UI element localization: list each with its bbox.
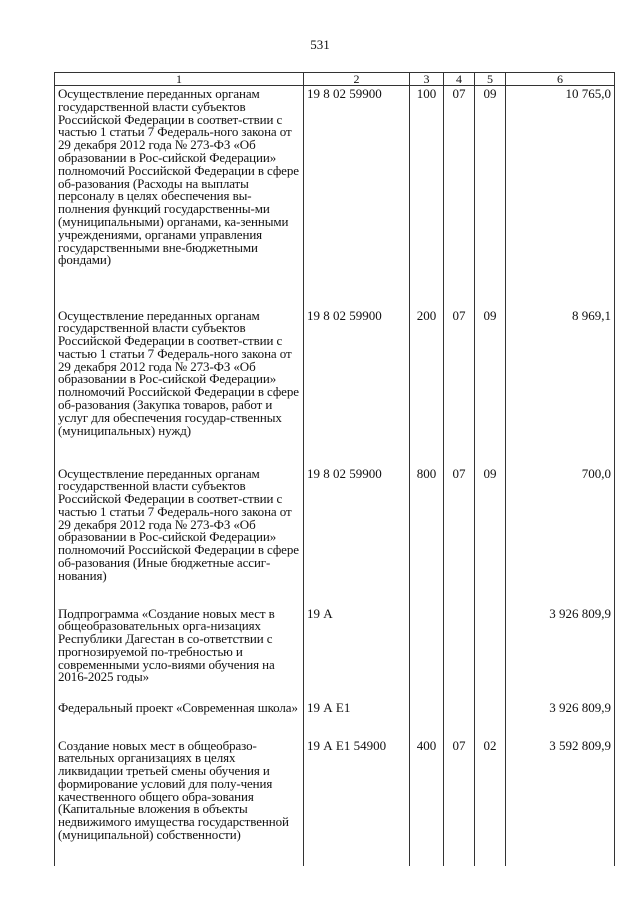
column-header-3: 3 [410, 73, 444, 86]
row-col4 [444, 606, 475, 700]
row-code: 19 8 02 59900 [304, 86, 410, 308]
row-code: 19 А [304, 606, 410, 700]
row-description: Подпрограмма «Создание новых мест в общеобразовательных орга-низациях Республики Дагестан в со-ответствии с прогнозируемой по-требностью и современными усло-виями обучения на 2016-2025 годы» [55, 606, 304, 700]
row-amount: 3 592 809,9 [506, 738, 615, 866]
row-amount: 3 926 809,9 [506, 700, 615, 738]
table-row [55, 308, 615, 466]
row-col5: 02 [475, 738, 506, 866]
row-col4: 07 [444, 466, 475, 606]
row-col4: 07 [444, 86, 475, 308]
row-col3 [410, 700, 444, 738]
page-number: 531 [310, 37, 330, 52]
row-code: 19 А Е1 [304, 700, 410, 738]
column-header-4: 4 [444, 73, 475, 86]
column-header-6: 6 [506, 73, 615, 86]
column-header-1: 1 [55, 73, 304, 86]
row-description: Создание новых мест в общеобразо-вательных организациях в целях ликвидации третьей смены обучения и формирование условий для полу-чения качественного общего обра-зования (Капитальные вложения в объекты недвижимого имущества государственной (муниципальной) собственности) [55, 738, 304, 866]
table-row [55, 86, 615, 308]
row-col4: 07 [444, 308, 475, 466]
row-col3: 200 [410, 308, 444, 466]
row-col5 [475, 606, 506, 700]
row-col5: 09 [475, 86, 506, 308]
table-header-row [55, 73, 615, 86]
row-code: 19 8 02 59900 [304, 308, 410, 466]
row-code: 19 А Е1 54900 [304, 738, 410, 866]
table-row [55, 700, 615, 738]
budget-table [54, 72, 615, 866]
row-amount: 700,0 [506, 466, 615, 606]
row-col4 [444, 700, 475, 738]
row-col5: 09 [475, 308, 506, 466]
row-col3 [410, 606, 444, 700]
row-col3: 400 [410, 738, 444, 866]
table-row [55, 466, 615, 606]
row-description: Осуществление переданных органам государственной власти субъектов Российской Федерации в соответ-ствии с частью 1 статьи 7 Федераль-ного закона от 29 декабря 2012 года № 273-ФЗ «Об образовании в Рос-сийской Федерации» полномочий Российской Федерации в сфере об-разования (Расходы на выплаты персоналу в целях обеспечения вы-полнения функций государственны-ми (муниципальными) органами, ка-зенными учреждениями, органами управления государственными вне-бюджетными фондами) [55, 86, 304, 308]
row-description: Осуществление переданных органам государственной власти субъектов Российской Федерации в соответ-ствии с частью 1 статьи 7 Федераль-ного закона от 29 декабря 2012 года № 273-ФЗ «Об образовании в Рос-сийской Федерации» полномочий Российской Федерации в сфере об-разования (Закупка товаров, работ и услуг для обеспечения государ-ственных (муниципальных) нужд) [55, 308, 304, 466]
row-col4: 07 [444, 738, 475, 866]
row-description: Федеральный проект «Современная школа» [55, 700, 304, 738]
row-amount: 10 765,0 [506, 86, 615, 308]
row-col5 [475, 700, 506, 738]
row-col3: 800 [410, 466, 444, 606]
column-header-2: 2 [304, 73, 410, 86]
table-row [55, 738, 615, 866]
row-amount: 3 926 809,9 [506, 606, 615, 700]
row-amount: 8 969,1 [506, 308, 615, 466]
column-header-5: 5 [475, 73, 506, 86]
row-description: Осуществление переданных органам государственной власти субъектов Российской Федерации в соответ-ствии с частью 1 статьи 7 Федераль-ного закона от 29 декабря 2012 года № 273-ФЗ «Об образовании в Рос-сийской Федерации» полномочий Российской Федерации в сфере об-разования (Иные бюджетные ассиг-нования) [55, 466, 304, 606]
table-row [55, 606, 615, 700]
row-col5: 09 [475, 466, 506, 606]
row-code: 19 8 02 59900 [304, 466, 410, 606]
row-col3: 100 [410, 86, 444, 308]
